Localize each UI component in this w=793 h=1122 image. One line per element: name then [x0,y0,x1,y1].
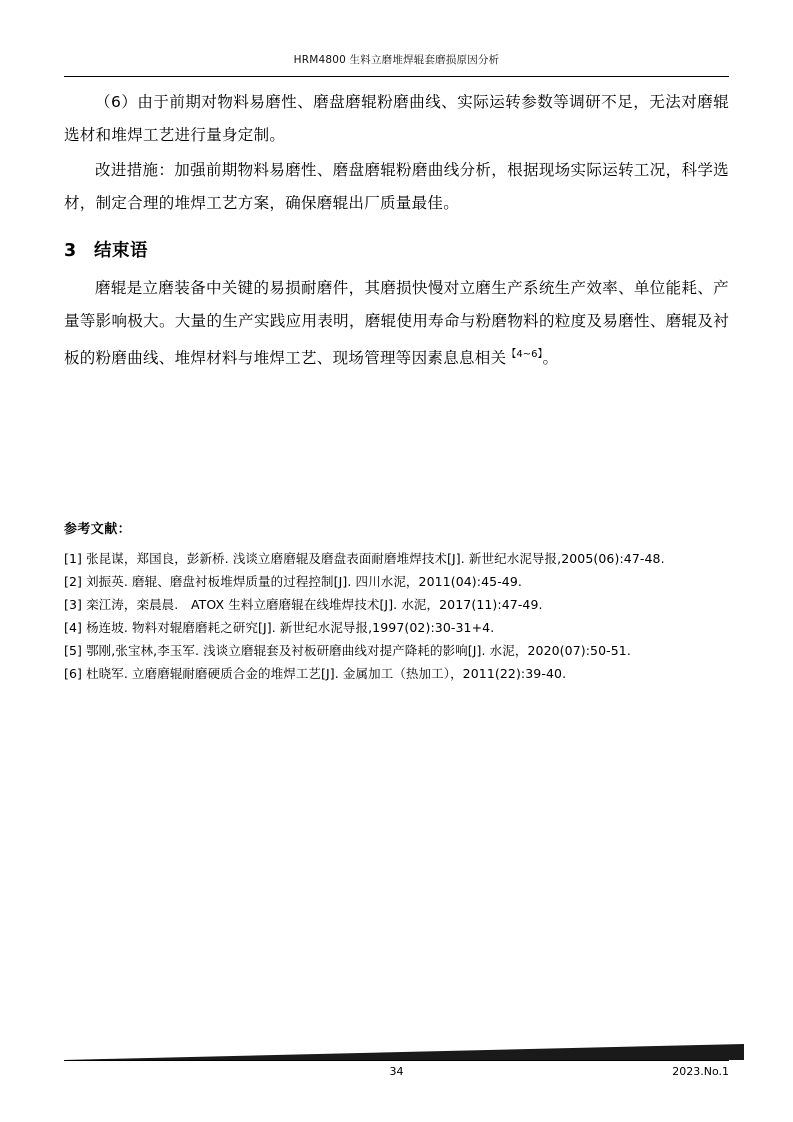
references-section [64,518,729,685]
document-body [64,86,729,377]
paragraph-1: （6）由于前期对物料易磨性、磨盘磨辊粉磨曲线、实际运转参数等调研不足，无法对磨辊选材和堆焊工艺进行量身定制。 [64,93,729,144]
reference-item: [4] 杨连坡. 物料对辊磨磨耗之研究[J]. 新世纪水泥导报,1997(02):30-31+4. [64,620,495,635]
running-header: HRM4800 生料立磨堆焊辊套磨损原因分析 [293,54,500,66]
citation-marker: 【4~6】 [506,349,543,360]
conclusion-end: 。 [542,349,559,368]
footer-decoration [64,1040,744,1060]
header-divider [64,76,729,77]
issue-label: 2023.No.1 [672,1065,729,1078]
reference-item: [5] 鄂刚,张宝林,李玉军. 浅谈立磨辊套及衬板研磨曲线对提产降耗的影响[J]. 水泥，2020(07):50-51. [64,643,631,658]
reference-item: [6] 杜晓军. 立磨磨辊耐磨硬质合金的堆焊工艺[J]. 金属加工（热加工），2011(22):39-40. [64,666,567,681]
reference-item: [1] 张昆谋，郑国良，彭新桥. 浅谈立磨磨辊及磨盘表面耐磨堆焊技术[J]. 新世纪水泥导报,2005(06):47-48. [64,551,665,566]
conclusion-text: 磨辊是立磨装备中关键的易损耐磨件，其磨损快慢对立磨生产系统生产效率、单位能耗、产量等影响极大。大量的生产实践应用表明，磨辊使用寿命与粉磨物料的粒度及易磨性、磨辊及衬板的粉磨曲线、堆焊材料与堆焊工艺、现场管理等因素息息相关 [64,279,729,368]
conclusion-paragraph [64,272,729,375]
paragraph-2: 改进措施：加强前期物料易磨性、磨盘磨辊粉磨曲线分析，根据现场实际运转工况，科学选材，制定合理的堆焊工艺方案，确保磨辊出厂质量最佳。 [64,161,729,212]
section-number: 3 [64,241,77,261]
page-number: 34 [389,1065,404,1078]
section-heading [64,234,729,268]
footer-divider [64,1060,729,1061]
reference-item: [3] 栾江涛，栾晨晨. ATOX 生料立磨磨辊在线堆焊技术[J]. 水泥，2017(11):47-49. [64,597,543,612]
references-title: 参考文献： [64,522,132,537]
reference-item: [2] 刘振英. 磨辊、磨盘衬板堆焊质量的过程控制[J]. 四川水泥，2011(04):45-49. [64,574,522,589]
section-title-text: 结束语 [94,241,148,261]
page-footer [64,1065,729,1085]
